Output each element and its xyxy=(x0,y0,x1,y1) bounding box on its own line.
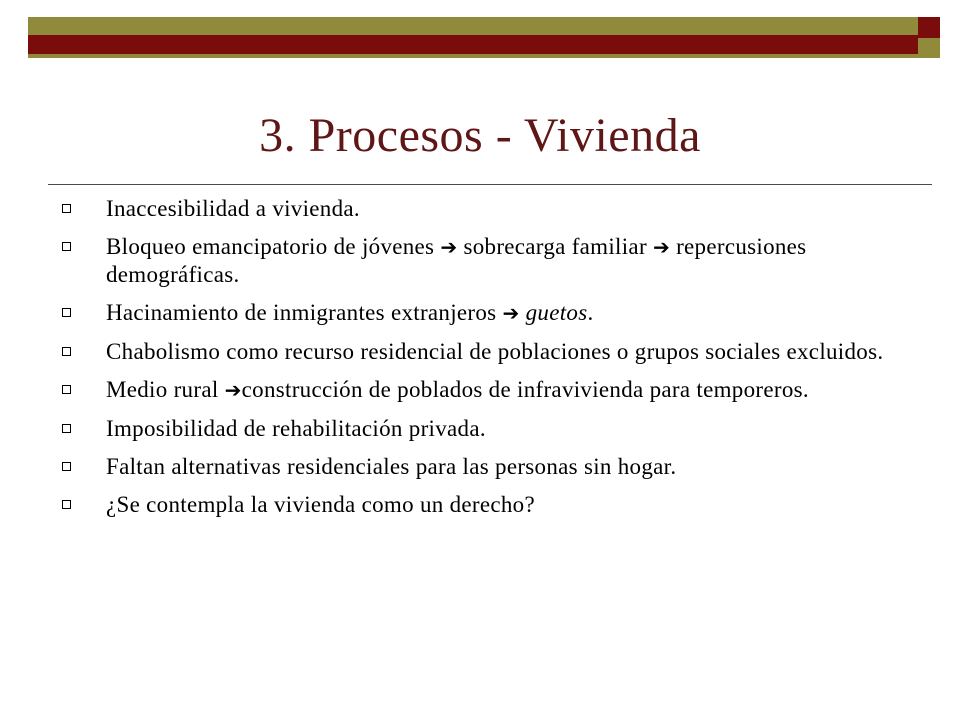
bullet-text: Inaccesibilidad a vivienda. xyxy=(106,196,360,221)
bullet-text-part: Hacinamiento de inmigrantes extranjeros xyxy=(106,300,503,325)
bullet-text-part: Medio rural xyxy=(106,377,225,402)
header-olive-square xyxy=(918,38,940,58)
hollow-square-icon xyxy=(62,385,71,394)
hollow-square-icon xyxy=(62,462,71,471)
bullet-item xyxy=(58,415,918,442)
bullet-item xyxy=(58,491,918,518)
right-arrow-icon: ➔ xyxy=(224,378,242,402)
bullet-item xyxy=(58,453,918,480)
title-divider xyxy=(48,184,932,185)
hollow-square-icon xyxy=(62,347,71,356)
bullet-text-part: . xyxy=(587,300,594,325)
right-arrow-icon: ➔ xyxy=(440,235,458,259)
right-arrow-icon: ➔ xyxy=(502,301,520,325)
hollow-square-icon xyxy=(62,242,71,251)
hollow-square-icon xyxy=(62,204,71,213)
header-olive-bar xyxy=(28,17,940,35)
bullet-text: Imposibilidad de rehabilitación privada. xyxy=(106,416,486,441)
bullet-item xyxy=(58,299,918,327)
header-maroon-square xyxy=(918,17,940,37)
bullet-item xyxy=(58,338,918,365)
bullet-item xyxy=(58,195,918,222)
bullet-text-part: Bloqueo emancipatorio de jóvenes xyxy=(106,234,441,259)
hollow-square-icon xyxy=(62,500,71,509)
bullet-text-part: construcción de poblados de infravivienda para temporeros. xyxy=(241,377,809,402)
bullet-text: ¿Se contempla la vivienda como un derecho? xyxy=(106,492,535,517)
hollow-square-icon xyxy=(62,308,71,317)
header-maroon-bar xyxy=(28,35,940,54)
bullet-text-part: repercusiones demográficas. xyxy=(106,234,807,287)
hollow-square-icon xyxy=(62,424,71,433)
bullet-list xyxy=(58,195,918,529)
bullet-item xyxy=(58,376,918,404)
bullet-text-part: sobrecarga familiar xyxy=(457,234,653,259)
right-arrow-icon: ➔ xyxy=(652,235,671,259)
bullet-item xyxy=(58,233,918,288)
bullet-text: Faltan alternativas residenciales para las personas sin hogar. xyxy=(106,454,677,479)
header-olive-strip xyxy=(28,54,918,58)
slide-title: 3. Procesos - Vivienda xyxy=(259,109,701,162)
bullet-emphasis: guetos xyxy=(525,300,588,325)
bullet-text: Chabolismo como recurso residencial de poblaciones o grupos sociales excluidos. xyxy=(106,339,884,364)
